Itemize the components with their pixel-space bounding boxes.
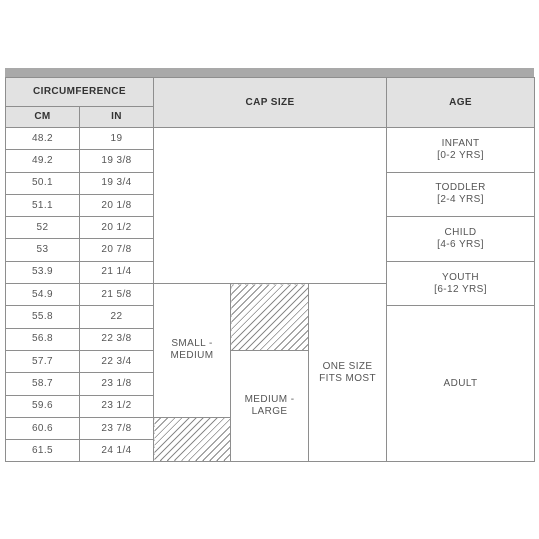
cm-header: CM xyxy=(6,107,80,128)
age-toddler: TODDLER [2-4 YRS] xyxy=(387,172,535,217)
cm-value: 58.7 xyxy=(6,373,80,395)
in-value: 24 1/4 xyxy=(80,440,154,462)
in-value: 23 1/8 xyxy=(80,373,154,395)
in-value: 23 7/8 xyxy=(80,417,154,439)
hatched-overlap-top xyxy=(231,284,309,351)
in-value: 20 1/2 xyxy=(80,217,154,239)
cm-value: 54.9 xyxy=(6,284,80,306)
age-header: AGE xyxy=(387,78,535,128)
cap-one-size: ONE SIZE FITS MOST xyxy=(309,284,387,462)
cap-size-header: CAP SIZE xyxy=(154,78,387,128)
in-value: 19 3/4 xyxy=(80,172,154,194)
cm-value: 56.8 xyxy=(6,328,80,350)
cm-value: 53.9 xyxy=(6,261,80,283)
cap-medium-large: MEDIUM - LARGE xyxy=(231,350,309,461)
in-value: 20 1/8 xyxy=(80,194,154,216)
size-chart-table xyxy=(5,77,535,462)
hatched-overlap-bottom xyxy=(154,417,231,462)
in-value: 20 7/8 xyxy=(80,239,154,261)
age-infant: INFANT [0-2 YRS] xyxy=(387,128,535,173)
cm-value: 59.6 xyxy=(6,395,80,417)
cm-value: 60.6 xyxy=(6,417,80,439)
in-value: 22 3/4 xyxy=(80,350,154,372)
circumference-header: CIRCUMFERENCE xyxy=(6,78,154,107)
in-value: 21 5/8 xyxy=(80,284,154,306)
age-youth: YOUTH [6-12 YRS] xyxy=(387,261,535,306)
cm-value: 52 xyxy=(6,217,80,239)
cm-value: 51.1 xyxy=(6,194,80,216)
in-value: 23 1/2 xyxy=(80,395,154,417)
cm-value: 49.2 xyxy=(6,150,80,172)
cm-value: 53 xyxy=(6,239,80,261)
age-child: CHILD [4-6 YRS] xyxy=(387,217,535,262)
cm-value: 48.2 xyxy=(6,128,80,150)
table-row xyxy=(6,128,535,150)
in-header: IN xyxy=(80,107,154,128)
cm-value: 57.7 xyxy=(6,350,80,372)
in-value: 22 xyxy=(80,306,154,328)
cm-value: 50.1 xyxy=(6,172,80,194)
cm-value: 55.8 xyxy=(6,306,80,328)
in-value: 22 3/8 xyxy=(80,328,154,350)
age-adult: ADULT xyxy=(387,306,535,462)
header-bar xyxy=(5,68,534,77)
in-value: 19 3/8 xyxy=(80,150,154,172)
in-value: 19 xyxy=(80,128,154,150)
cm-value: 61.5 xyxy=(6,440,80,462)
cap-small-medium: SMALL - MEDIUM xyxy=(154,284,231,418)
in-value: 21 1/4 xyxy=(80,261,154,283)
cap-size-empty-area xyxy=(154,128,387,284)
